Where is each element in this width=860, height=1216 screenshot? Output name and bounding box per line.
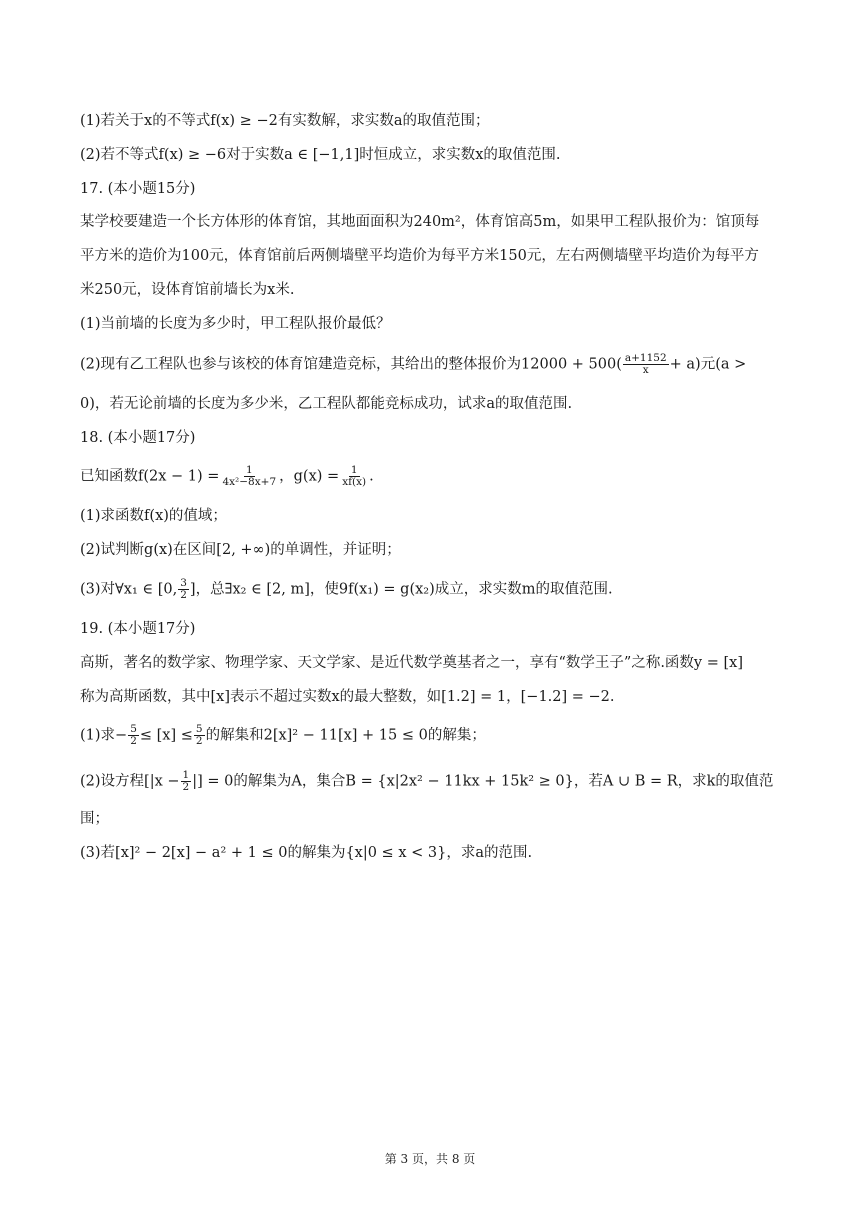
q19-part1-text-b: ≤ [x] ≤ [139, 727, 193, 744]
q17-part2-line2: 0)，若无论前墙的长度为多少米，乙工程队都能竞标成功，试求a的取值范围. [80, 396, 573, 412]
q18-part3-fraction [178, 578, 189, 601]
fraction-numerator: 5 [130, 723, 137, 735]
q18-stem-text-b: ，g(x) = [279, 468, 340, 485]
q18-fraction-2 [340, 465, 368, 488]
q17-part2-fraction [623, 353, 669, 376]
fraction-numerator: a+1152 [624, 352, 667, 364]
q17-part2-line1 [80, 353, 790, 376]
q19-part3: (3)若[x]² − 2[x] − a² + 1 ≤ 0的解集为{x|0 ≤ x < 3}，求a的范围. [80, 845, 533, 861]
q19-part1-text-a: (1)求− [80, 727, 128, 744]
q19-part2-line1 [80, 770, 790, 793]
fraction-numerator: 3 [180, 577, 187, 589]
q17-stem-line2: 平方米的造价为100元，体育馆前后两侧墙壁平均造价为每平方米150元，左右两侧墙壁平均造价为每平方 [80, 248, 759, 264]
fraction-denominator: 2 [182, 781, 190, 793]
q17-part1: (1)当前墙的长度为多少时，甲工程队报价最低？ [80, 316, 391, 332]
q16-part1: (1)若关于x的不等式f(x) ≥ −2有实数解，求实数a的取值范围； [80, 113, 490, 129]
q19-part1-fraction-2 [194, 724, 205, 747]
q17-stem-line3: 米250元，设体育馆前墙长为x米. [80, 282, 295, 298]
q19-part2-text-a: (2)设方程[|x − [80, 773, 180, 790]
fraction-numerator: 1 [245, 464, 253, 476]
q18-heading: 18. (本小题17分) [80, 430, 196, 446]
q17-part2-text-a: (2)现有乙工程队也参与该校的体育馆建造竞标，其给出的整体报价为12000 + 500( [80, 356, 622, 373]
fraction-denominator: xf(x) [342, 476, 367, 488]
fraction-numerator: 1 [350, 464, 358, 476]
q19-stem-line1: 高斯，著名的数学家、物理学家、天文学家、是近代数学奠基者之一，享有“数学王子”之称.函数y = [x] [80, 655, 743, 671]
q18-stem-text-a: 已知函数f(2x − 1) = [80, 468, 220, 485]
fraction-numerator: 5 [195, 723, 203, 735]
q18-fraction-1 [220, 465, 278, 488]
page-footer: 第 3 页，共 8 页 [384, 1152, 476, 1166]
fraction-denominator: 2 [195, 735, 203, 747]
q19-heading: 19. (本小题17分) [80, 621, 196, 637]
q19-part2-fraction [181, 770, 192, 793]
q18-part3 [80, 578, 790, 601]
fraction-denominator: 2 [180, 589, 187, 601]
q16-part2: (2)若不等式f(x) ≥ −6对于实数a ∈ [−1,1]时恒成立，求实数x的取值范围. [80, 147, 561, 163]
q18-part2: (2)试判断g(x)在区间[2, +∞)的单调性，并证明； [80, 542, 401, 558]
q19-part2-text-b: |] = 0的解集为A，集合B = {x|2x² − 11kx + 15k² ≥ 0}，若A ∪ B = R，求k的取值范 [192, 773, 774, 790]
fraction-numerator: 1 [182, 769, 190, 781]
q18-stem [80, 465, 790, 488]
q18-stem-text-c: . [369, 468, 374, 485]
q19-part1-fraction-1 [128, 724, 139, 747]
q17-stem-line1: 某学校要建造一个长方体形的体育馆，其地面面积为240m²，体育馆高5m，如果甲工程队报价为：馆顶每 [80, 214, 760, 230]
q18-part1: (1)求函数f(x)的值域； [80, 508, 227, 524]
q19-part1 [80, 724, 790, 747]
fraction-denominator: 2 [130, 735, 137, 747]
q18-part3-text-a: (3)对∀x₁ ∈ [0, [80, 581, 178, 598]
fraction-denominator: x [642, 364, 649, 376]
q17-part2-text-b: + a)元(a > [669, 356, 747, 373]
q19-part2-line2: 围； [80, 811, 109, 827]
q17-heading: 17. (本小题15分) [80, 181, 196, 197]
q18-part3-text-b: ]，总∃x₂ ∈ [2, m]，使9f(x₁) = g(x₂)成立，求实数m的取值范围. [189, 581, 613, 598]
q19-stem-line2: 称为高斯函数，其中[x]表示不超过实数x的最大整数，如[1.2] = 1，[−1.2] = −2. [80, 689, 615, 705]
q19-part1-text-c: 的解集和2[x]² − 11[x] + 15 ≤ 0的解集； [205, 727, 486, 744]
fraction-denominator: 4x²−8x+7 [222, 476, 277, 488]
